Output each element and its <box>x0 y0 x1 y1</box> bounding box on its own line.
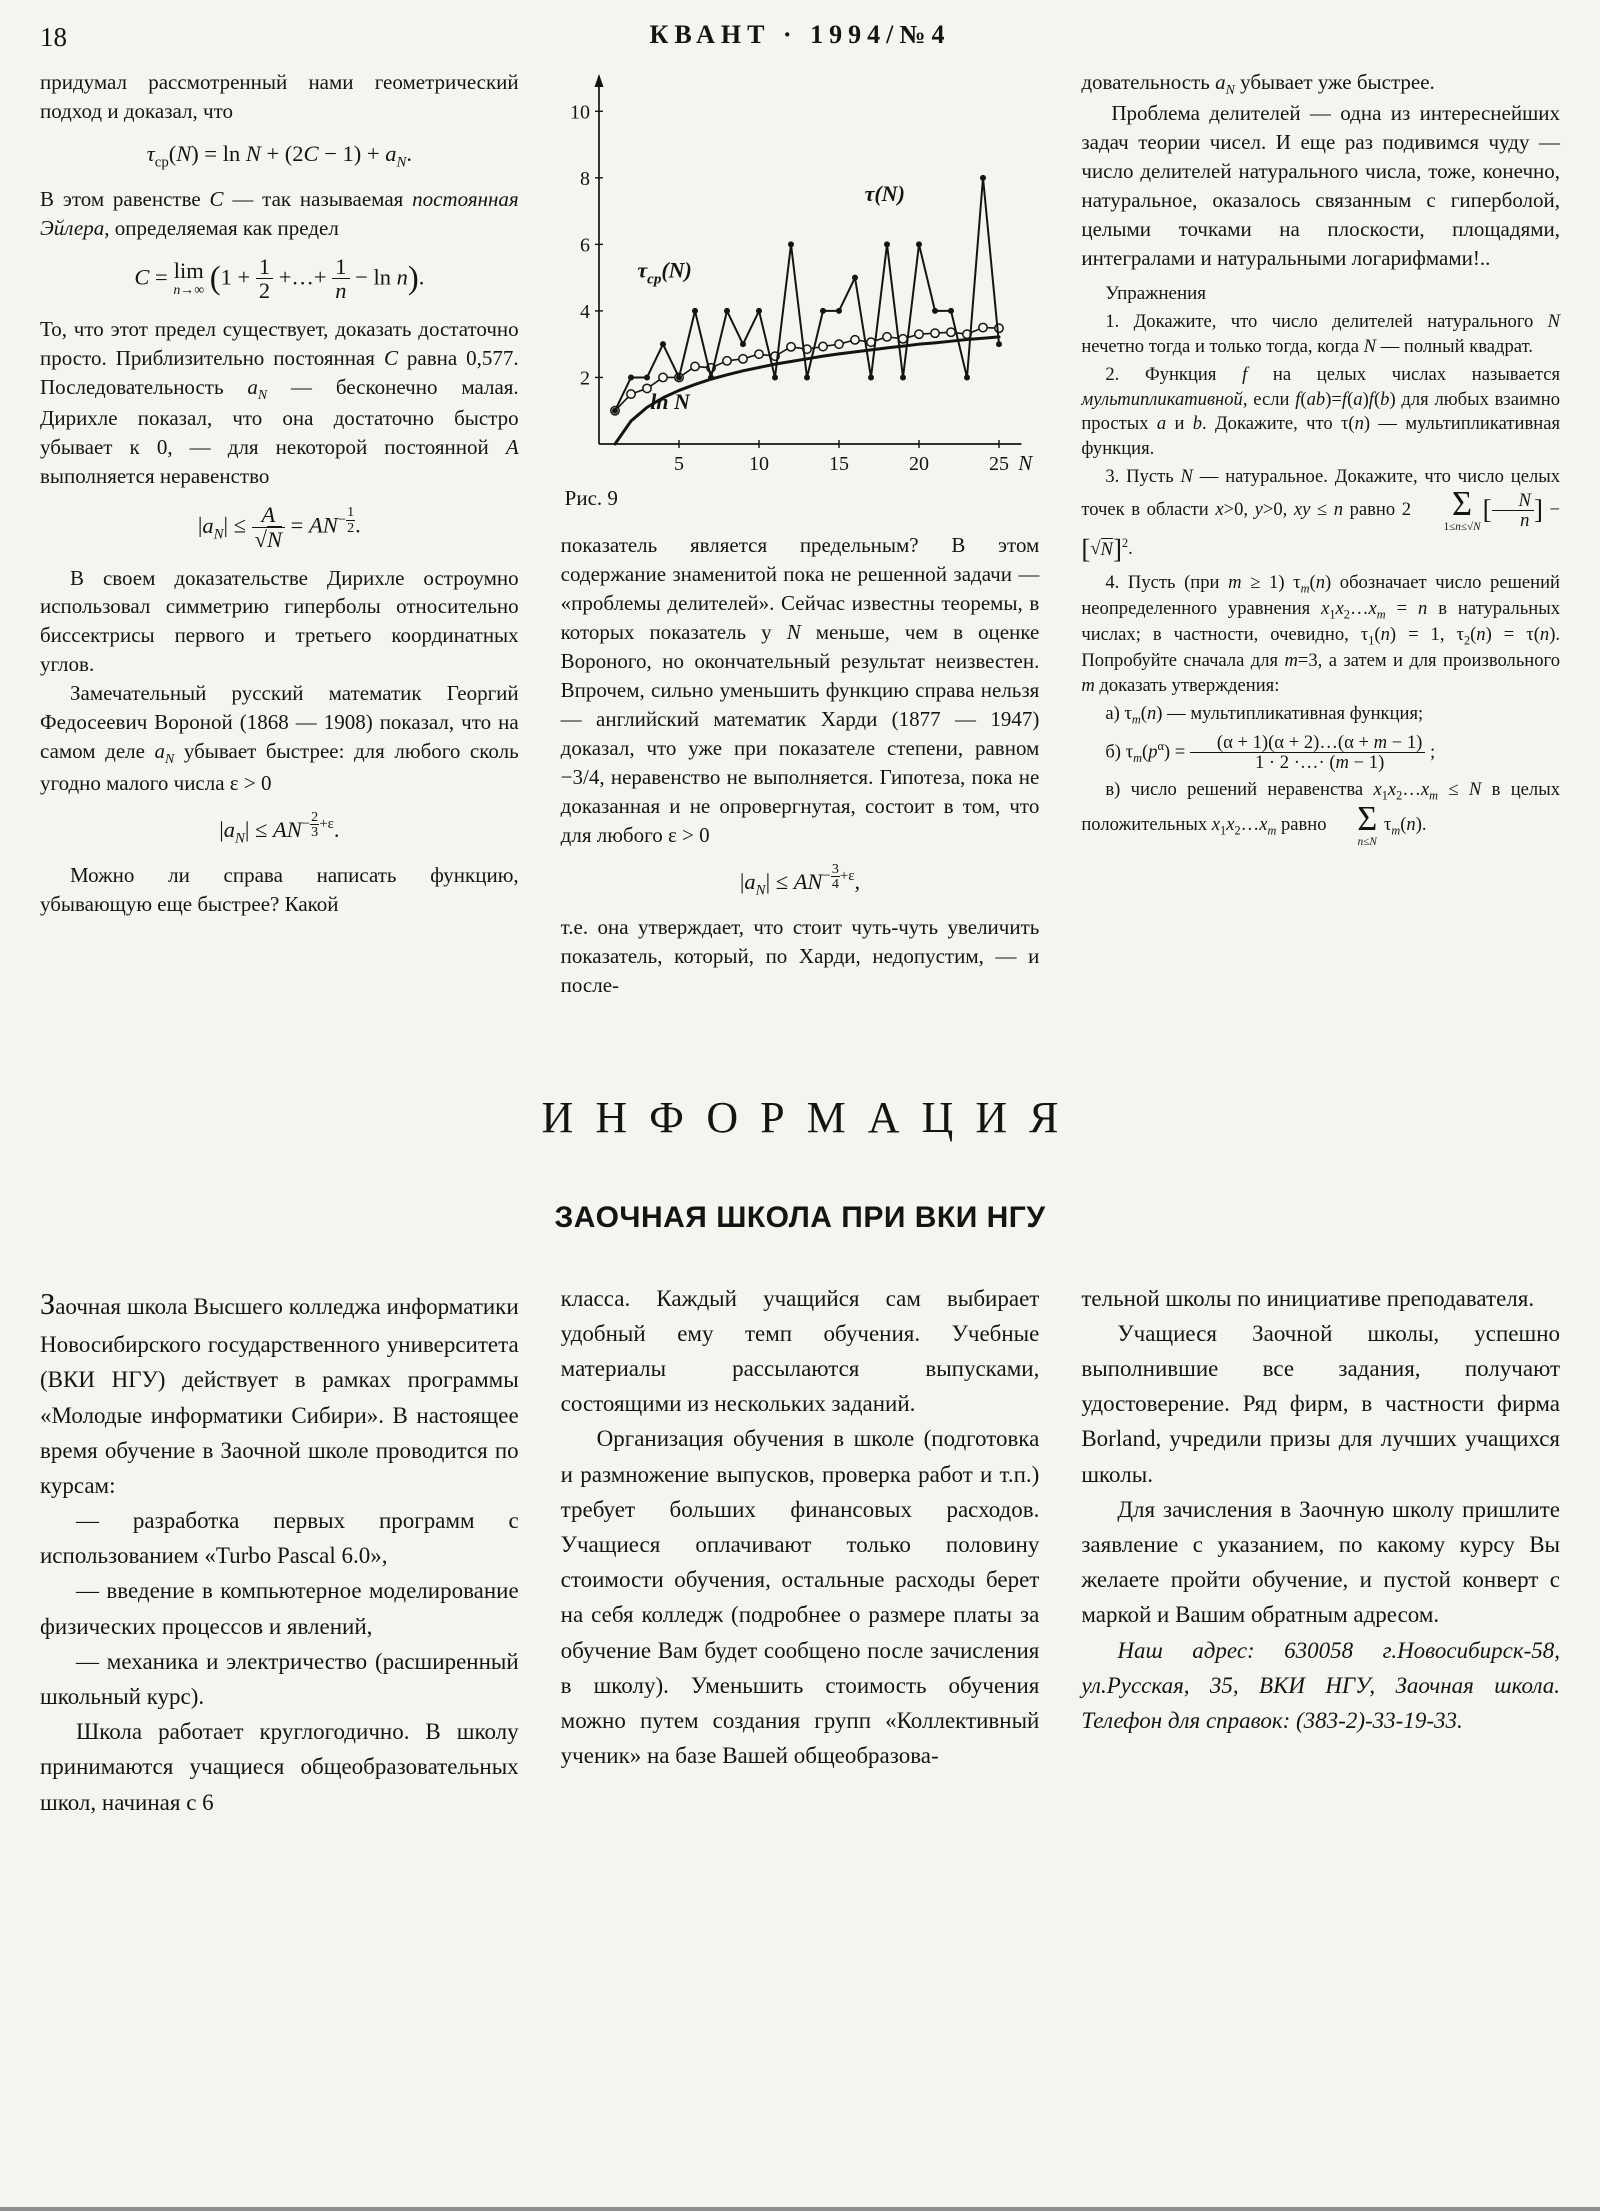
exercise-1: 1. Докажите, что число делителей натурального N нечетно тогда и только тогда, когда N — полный квадрат. <box>1081 311 1561 358</box>
list-item: — механика и электричество (расширенный школьный курс). <box>40 1648 519 1710</box>
divisor-function-chart <box>561 68 1040 480</box>
paragraph: т.е. она утверждает, что стоит чуть-чуть увеличить показатель, который, по Харди, недопустим, — и после- <box>560 914 1040 997</box>
svg-text:N: N <box>1017 451 1032 475</box>
paragraph: класса. Каждый учащийся сам выбирает удобный ему темп обучения. Учебные материалы рассылаются выпусками, состоящими из нескольких заданий. <box>560 1285 1040 1417</box>
exercise-4: 4. Пусть (при m ≥ 1) $\tau_m(n)$ обозначает число решений неопределенного уравнения $x_1x_2\dots x_m = n$ в натуральных числах; в частности, очевидно, $\tau_1(n) = 1$, $\tau_2(n) = \tau(n)$. Попробуйте сначала для m=3, а затем и для произвольного m доказать утверждения: <box>1081 572 1561 697</box>
exercise-4a: а) $\tau_m(n)$ — мультипликативная функция; <box>1105 702 1424 727</box>
svg-text:15: 15 <box>828 453 849 475</box>
article-col-middle <box>561 68 1040 1000</box>
info-section <box>0 1281 1600 1820</box>
formula-dirichlet-bound: $|a_N|$ ≤ $\frac{A}{√N}$ = $AN^{- \frac{1}{2}}$ . <box>197 502 361 552</box>
page-number: 18 <box>40 22 67 52</box>
page-header <box>0 20 1600 68</box>
info-subtitle: ЗАОЧНАЯ ШКОЛА ПРИ ВКИ НГУ <box>554 1200 1046 1234</box>
article-section <box>0 68 1600 1000</box>
article-col-left <box>40 68 519 1000</box>
info-col-1 <box>40 1281 519 1820</box>
paragraph: тельной школы по инициативе преподавателя. <box>1081 1285 1535 1311</box>
paragraph: Организация обучения в школе (подготовка и размножение выпусков, проверка работ и т.п.) требует больших финансовых расходов. Учащиеся оплачивают только половину стоимости обучения, остальные расходы берет на себя колледж (подробнее о размере платы за обучение Вам будет сообщено после зачисления в школу). Уменьшить стоимость обучения можно путем создания групп «Коллективный ученик» на базе Вашей общеобразова- <box>560 1426 1040 1769</box>
svg-text:10: 10 <box>748 453 769 475</box>
svg-text:τср(N): $\tau_{ср}(N)$ <box>637 257 692 288</box>
paragraph: В своем доказательстве Дирихле остроумно использовал симметрию гиперболы относительно биссектрисы первого и третьего координатных углов. <box>40 565 519 677</box>
paragraph: придумал рассмотренный нами геометрический подход и доказал, что <box>40 70 519 123</box>
svg-text:τ(N): τ(N) <box>864 181 905 207</box>
svg-text:ln N: ln N <box>649 389 690 415</box>
paragraph: Школа работает круглогодично. В школу принимаются учащиеся общеобразовательных школ, начиная с 6 <box>40 1719 519 1815</box>
exercises-block <box>1081 281 1560 847</box>
article-col-right <box>1081 68 1560 1000</box>
paragraph: показатель является предельным? В этом содержание знаменитой пока не решенной задачи — «проблемы делителей». Сейчас известны теоремы, в которых показатель у N меньше, чем в оценке Вороного, но окончательный результат неизвестен. Впрочем, сильно уменьшить функцию справа нельзя — английский математик Харди (1877 — 1947) доказал, что уже при показателе степени, равном −3/4, неравенство не выполняется. Гипотеза, пока не доказанная и не опровергнутая, состоит в том, что для любого ε > 0 <box>560 532 1040 847</box>
svg-text:10: 10 <box>569 101 590 124</box>
scan-edge <box>0 2207 1600 2211</box>
exercise-4c: в) число решений неравенства $x_1x_2\dots x_m \le N$ в целых положительных $x_1x_2\dots x_m$ равно Σ n≤N $\tau_m(n)$. <box>1081 778 1560 848</box>
journal-title: КВАНТ · 1994/№4 <box>649 20 951 49</box>
paragraph: Проблема делителей — одна из интереснейших задач теории чисел. И еще раз подивимся чуду — число делителей натурального числа, тоже, конечно, натуральное, оказалось связанным с гиперболой, целыми точками на плоскости, площадями, интегралами и натуральными логарифмами!.. <box>1081 101 1561 271</box>
exercise-3: 3. Пусть N — натуральное. Докажите, что число целых точек в области x>0, y>0, xy ≤ n равно 2 Σ 1≤n≤√N [ $\frac{N}{n}$ ] − $[√N]^2$. <box>1081 465 1561 565</box>
svg-text:2: 2 <box>579 367 590 390</box>
paragraph: Для зачисления в Заочную школу пришлите заявление с указанием, по какому курсу Вы желаете пройти обучение, и пустой конверт с маркой и Вашим обратным адресом. <box>1081 1496 1561 1628</box>
svg-text:25: 25 <box>988 453 1009 475</box>
list-item: — разработка первых программ с использованием «Turbo Pascal 6.0», <box>40 1508 519 1569</box>
formula-voronoi-bound: $|a_N| \le AN^{- \frac{2}{3} +\varepsilon}$. <box>219 808 340 847</box>
svg-text:5: 5 <box>673 453 684 475</box>
info-col-2 <box>561 1281 1040 1820</box>
svg-text:6: 6 <box>579 234 590 257</box>
formula-tau-avg: $\tau_{ср}(N) = \ln N + (2C - 1) + a_N$. <box>146 140 412 171</box>
paragraph: довательность $a_N$ убывает уже быстрее. <box>1081 70 1435 98</box>
info-col-3 <box>1081 1281 1560 1820</box>
formula-euler-constant: C = lim n→∞ (1 + $\frac{1}{2}$ +…+ $\frac{1}{n}$ − ln n). <box>134 253 425 304</box>
figure-9 <box>561 68 1040 513</box>
paragraph: То, что этот предел существует, доказать достаточно просто. Приблизительно постоянная C равна 0,577. Последовательность $a_N$ — бесконечно малая. Дирихле показал, что она достаточно быстро убывает к 0, — для некоторой постоянной A выполняется неравенство <box>40 317 519 489</box>
exercises-heading: Упражнения <box>1105 283 1207 305</box>
paragraph: Замечательный русский математик Георгий Федосеевич Вороной (1868 — 1908) показал, что на самом деле $a_N$ убывает быстрее: для любого сколь угодно малого числа ε > 0 <box>40 681 519 795</box>
paragraph: Учащиеся Заочной школы, успешно выполнившие все задания, получают удостоверение. Ряд фирм, в частности фирма Borland, учредили призы для лучших учащихся школы. <box>1081 1320 1561 1487</box>
section-title-informatsiya: ИНФОРМАЦИЯ <box>541 1092 1081 1142</box>
exercise-2: 2. Функция f на целых числах называется мультипликативной, если f(ab)=f(a)f(b) для любых взаимно простых a и b. Докажите, что τ(n) — мультипликативная функция. <box>1081 363 1561 459</box>
svg-text:8: 8 <box>579 167 590 190</box>
paragraph: В этом равенстве C — так называемая постоянная Эйлера, определяемая как предел <box>40 186 519 240</box>
figure-caption: Рис. 9 <box>564 486 618 510</box>
exercise-4b: б) $\tau_m(p^\alpha)$ = $\frac{(\alpha + 1)(\alpha + 2)\dots(\alpha + m - 1)}{1 \cdot 2 \cdot\dots\cdot (m - 1)}$ ; <box>1105 731 1436 774</box>
svg-text:4: 4 <box>579 300 590 323</box>
contact-address: Наш адрес: 630058 г.Новосибирск-58, ул.Русская, 35, ВКИ НГУ, Заочная школа. Телефон для справок: (383-2)-33-19-33. <box>1081 1637 1561 1733</box>
paragraph: Можно ли справа написать функцию, убывающую еще быстрее? Какой <box>40 862 519 916</box>
paragraph: Заочная школа Высшего колледжа информатики Новосибирского государственного университета (ВКИ НГУ) действует в рамках программы «Молодые информатики Сибири». В настоящее время обучение в Заочной школе проводится по курсам: <box>40 1286 519 1498</box>
svg-text:20: 20 <box>908 453 929 475</box>
list-item: — введение в компьютерное моделирование физических процессов и явлений, <box>40 1578 519 1639</box>
formula-hardy-hypothesis: $|a_N| \le AN^{- \frac{3}{4} +\varepsilon}$, <box>739 860 861 899</box>
